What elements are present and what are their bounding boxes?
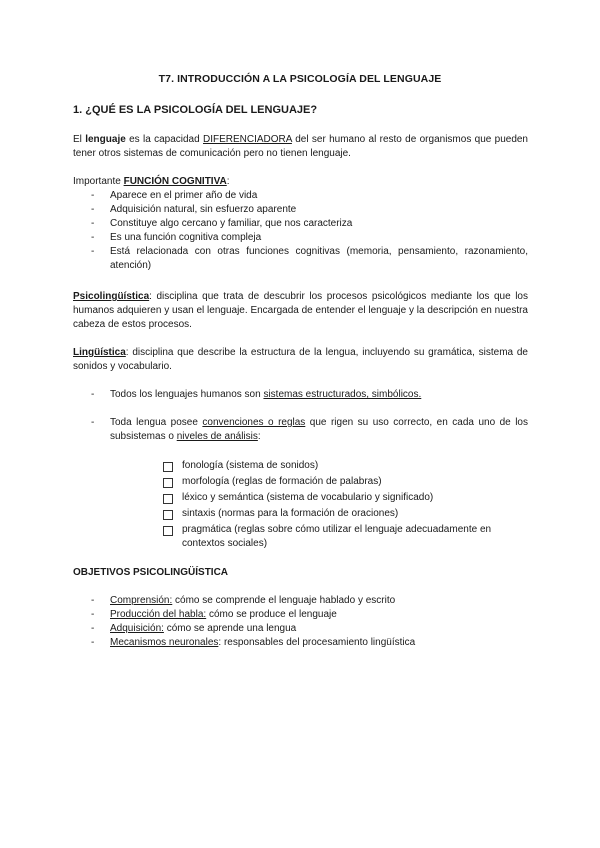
term-lenguaje: lenguaje [85, 134, 126, 145]
list-item: - Mecanismos neuronales: responsables del procesamiento lingüística [91, 637, 416, 648]
list-item: - Producción del habla: cómo se produce el lenguaje [91, 609, 337, 620]
intro-paragraph: El lenguaje es la capacidad DIFERENCIADORA del ser humano al resto de organismos que pueden tener otros sistemas de comunicación pero no tienen lenguaje. [73, 134, 528, 159]
document-title: T7. INTRODUCCIÓN A LA PSICOLOGÍA DEL LENGUAJE [158, 73, 442, 85]
checklist-item: pragmática (reglas sobre cómo utilizar el lenguaje adecuadamente en contextos sociales) [182, 523, 528, 551]
emph-diferenciadora: DIFERENCIADORA [203, 134, 292, 145]
checkbox-icon [163, 526, 173, 536]
checklist-item: sintaxis (normas para la formación de oraciones) [182, 507, 528, 521]
list-item: - Constituye algo cercano y familiar, que nos caracteriza [91, 218, 353, 229]
list-item: - Adquisición natural, sin esfuerzo aparente [91, 204, 297, 215]
point-structured [91, 388, 528, 402]
term-linguistica: Lingüística [73, 347, 126, 358]
list-item: - Comprensión: cómo se comprende el lenguaje hablado y escrito [91, 595, 396, 606]
checkbox-icon [163, 478, 173, 488]
emph-sistemas: sistemas estructurados, simbólicos. [263, 389, 422, 400]
checklist-item: léxico y semántica (sistema de vocabulario y significado) [182, 491, 528, 505]
checklist-item: morfología (reglas de formación de palabras) [182, 475, 528, 489]
term-funcion-cognitiva: FUNCIÓN COGNITIVA [123, 176, 227, 187]
point-rules [91, 416, 528, 444]
term-psicolinguistica: Psicolingüística [73, 291, 150, 302]
psicolinguistica-paragraph: Psicolingüística: disciplina que trata de descubrir los procesos psicológicos mediante los que los humanos adquieren y usan el lenguaje. Encargada de entender el lenguaje y la descripción en nuestra cabeza de estos procesos. [73, 291, 528, 330]
list-item: - Es una función cognitiva compleja [91, 232, 262, 243]
importante-line: Importante FUNCIÓN COGNITIVA: [73, 176, 230, 187]
list-item: - Toda lengua posee convenciones o reglas que rigen su uso correcto, en cada uno de los subsistemas o niveles de análisis: [91, 417, 528, 442]
list-item: - Está relacionada con otras funciones cognitivas (memoria, pensamiento, razonamiento, atención) [91, 246, 528, 271]
checkbox-icon [163, 462, 173, 472]
section-heading: 1. ¿QUÉ ES LA PSICOLOGÍA DEL LENGUAJE? [73, 104, 318, 116]
checkbox-icon [163, 510, 173, 520]
objetivos-list [91, 594, 528, 650]
cognitive-features-list [91, 189, 528, 273]
objetivos-heading: OBJETIVOS PSICOLINGÜÍSTICA [73, 567, 229, 578]
levels-checklist [182, 459, 528, 553]
checklist-item: fonología (sistema de sonidos) [182, 459, 528, 473]
checkbox-icon [163, 494, 173, 504]
list-item: - Aparece en el primer año de vida [91, 190, 258, 201]
linguistica-paragraph: Lingüística: disciplina que describe la estructura de la lengua, incluyendo su gramática, sistema de sonidos y vocabulario. [73, 347, 528, 372]
list-item: - Todos los lenguajes humanos son sistemas estructurados, simbólicos. [91, 389, 422, 400]
list-item: - Adquisición: cómo se aprende una lengua [91, 623, 297, 634]
emph-convenciones: convenciones o reglas [202, 417, 306, 428]
emph-niveles: niveles de análisis [176, 431, 258, 442]
